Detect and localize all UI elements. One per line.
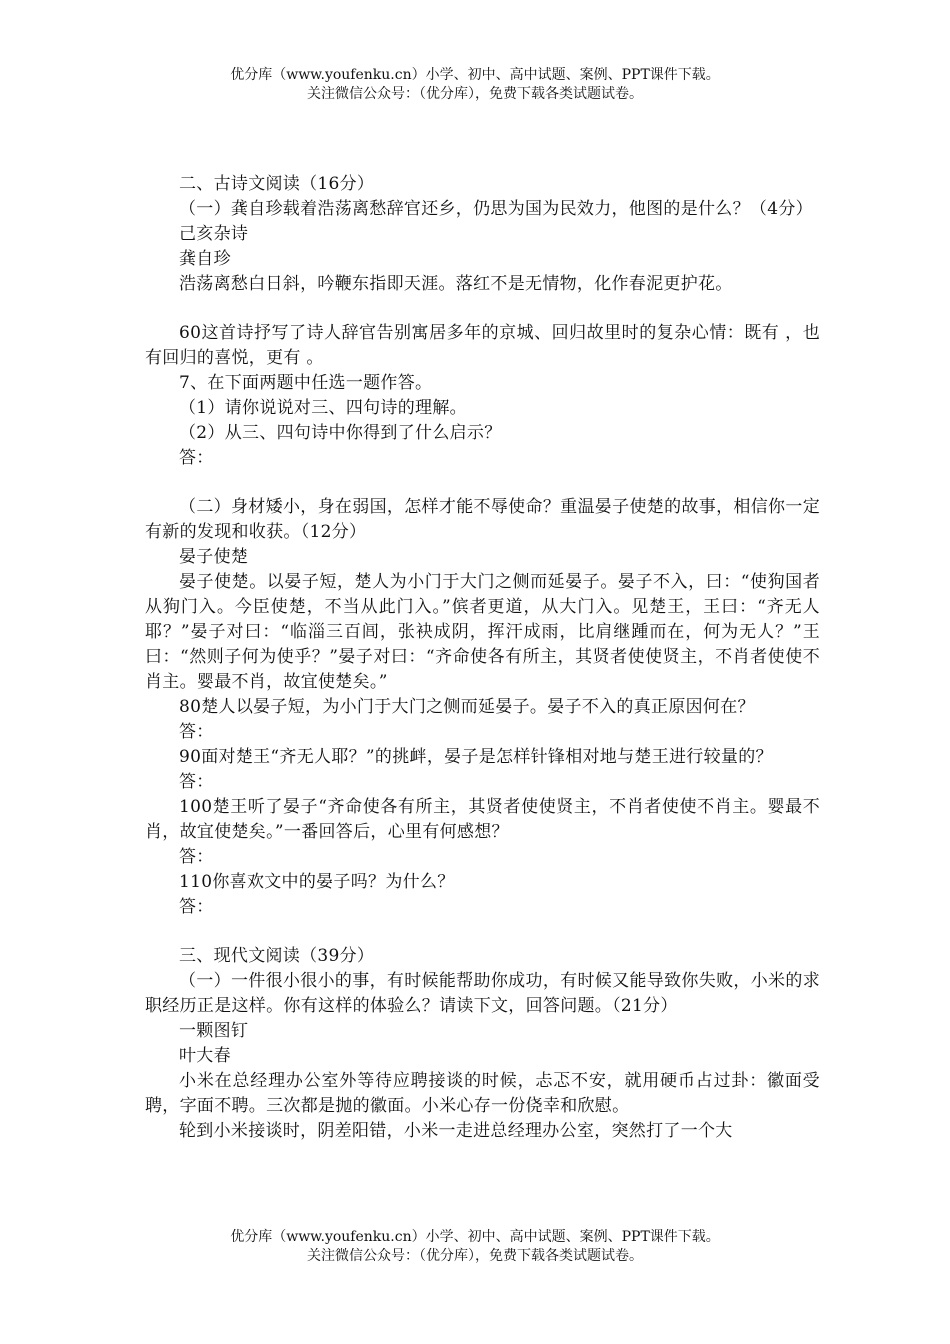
answer-label: 答： <box>179 448 214 468</box>
spacer <box>145 297 820 321</box>
answer-label: 答： <box>179 897 214 917</box>
spacer <box>145 920 820 944</box>
modern-story-author: 叶大春 <box>179 1046 231 1066</box>
question-9: 90面对楚王“齐无人耶？”的挑衅，晏子是怎样针锋相对地与楚王进行较量的？ <box>179 747 773 767</box>
section-2-title: 二、古诗文阅读（16分） <box>179 174 375 194</box>
poem-author: 龚自珍 <box>179 249 231 269</box>
modern-story-paragraph-2: 轮到小米接谈时，阴差阳错，小米一走进总经理办公室，突然打了一个大 <box>179 1121 733 1141</box>
section-3-part-1-intro: （一）一件很小很小的事，有时候能帮助你成功，有时候又能导致你失败，小米的求职经历正是这样。你有这样的体验么？请读下文，回答问题。（21分） <box>145 971 820 1016</box>
section-2-part-2-intro: （二）身材矮小，身在弱国，怎样才能不辱使命？重温晏子使楚的故事，相信你一定有新的发现和收获。（12分） <box>145 497 820 542</box>
spacer <box>145 148 820 172</box>
answer-label: 答： <box>179 772 214 792</box>
question-11: 110你喜欢文中的晏子吗？为什么？ <box>179 872 455 892</box>
question-7-option-1: （1）请你说说对三、四句诗的理解。 <box>179 398 467 418</box>
question-6: 60这首诗抒写了诗人辞官告别寓居多年的京城、回归故里时的复杂心情：既有 ，也有回归的喜悦，更有 。 <box>145 323 820 368</box>
header-line-2: 关注微信公众号：（优分库），免费下载各类试题试卷。 <box>307 86 643 102</box>
poem-text: 浩荡离愁白日斜，吟鞭东指即天涯。落红不是无情物，化作春泥更护花。 <box>179 274 733 294</box>
modern-story-title: 一颗图钉 <box>179 1021 249 1041</box>
answer-label: 答： <box>179 847 214 867</box>
modern-story-paragraph-1: 小米在总经理办公室外等待应聘接谈的时候，忐忑不安，就用硬币占过卦：徽面受聘，字面不聘。三次都是抛的徽面。小米心存一份侥幸和欣慰。 <box>145 1071 820 1116</box>
poem-title: 己亥杂诗 <box>179 224 249 244</box>
question-7: 7、在下面两题中任选一题作答。 <box>179 373 433 393</box>
header-line-1: 优分库（www.youfenku.cn）小学、初中、高中试题、案例、PPT课件下载。 <box>230 67 720 83</box>
spacer <box>145 471 820 495</box>
question-10: 100楚王听了晏子“齐命使各有所主，其贤者使使贤主，不肖者使使不肖主。婴最不肖，故宜使楚矣。”一番回答后，心里有何感想？ <box>145 797 820 842</box>
answer-label: 答： <box>179 722 214 742</box>
section-3-title: 三、现代文阅读（39分） <box>179 946 375 966</box>
story-title: 晏子使楚 <box>179 547 249 567</box>
footer-line-2: 关注微信公众号：（优分库），免费下载各类试题试卷。 <box>307 1248 643 1264</box>
section-2-part-1-intro: （一）龚自珍载着浩荡离愁辞官还乡，仍思为国为民效力，他图的是什么？（4分） <box>179 199 813 219</box>
page-footer <box>0 1228 950 1266</box>
question-8: 80楚人以晏子短，为小门于大门之侧而延晏子。晏子不入的真正原因何在？ <box>179 697 755 717</box>
question-7-option-2: （2）从三、四句诗中你得到了什么启示？ <box>179 423 502 443</box>
page-header <box>0 66 950 104</box>
document-body <box>145 148 820 1144</box>
story-text: 晏子使楚。以晏子短，楚人为小门于大门之侧而延晏子。晏子不入，曰：“使狗国者从狗门入。今臣使楚，不当从此门入。”傧者更道，从大门入。见楚王，王曰：“齐无人耶？”晏子对曰：“临淄三百闾，张袂成阴，挥汗成雨，比肩继踵而在，何为无人？”王曰：“然则子何为使乎？”晏子对曰：“齐命使各有所主，其贤者使使贤主，不肖者使使不肖主。婴最不肖，故宜使楚矣。” <box>145 572 820 692</box>
footer-line-1: 优分库（www.youfenku.cn）小学、初中、高中试题、案例、PPT课件下载。 <box>230 1229 720 1245</box>
